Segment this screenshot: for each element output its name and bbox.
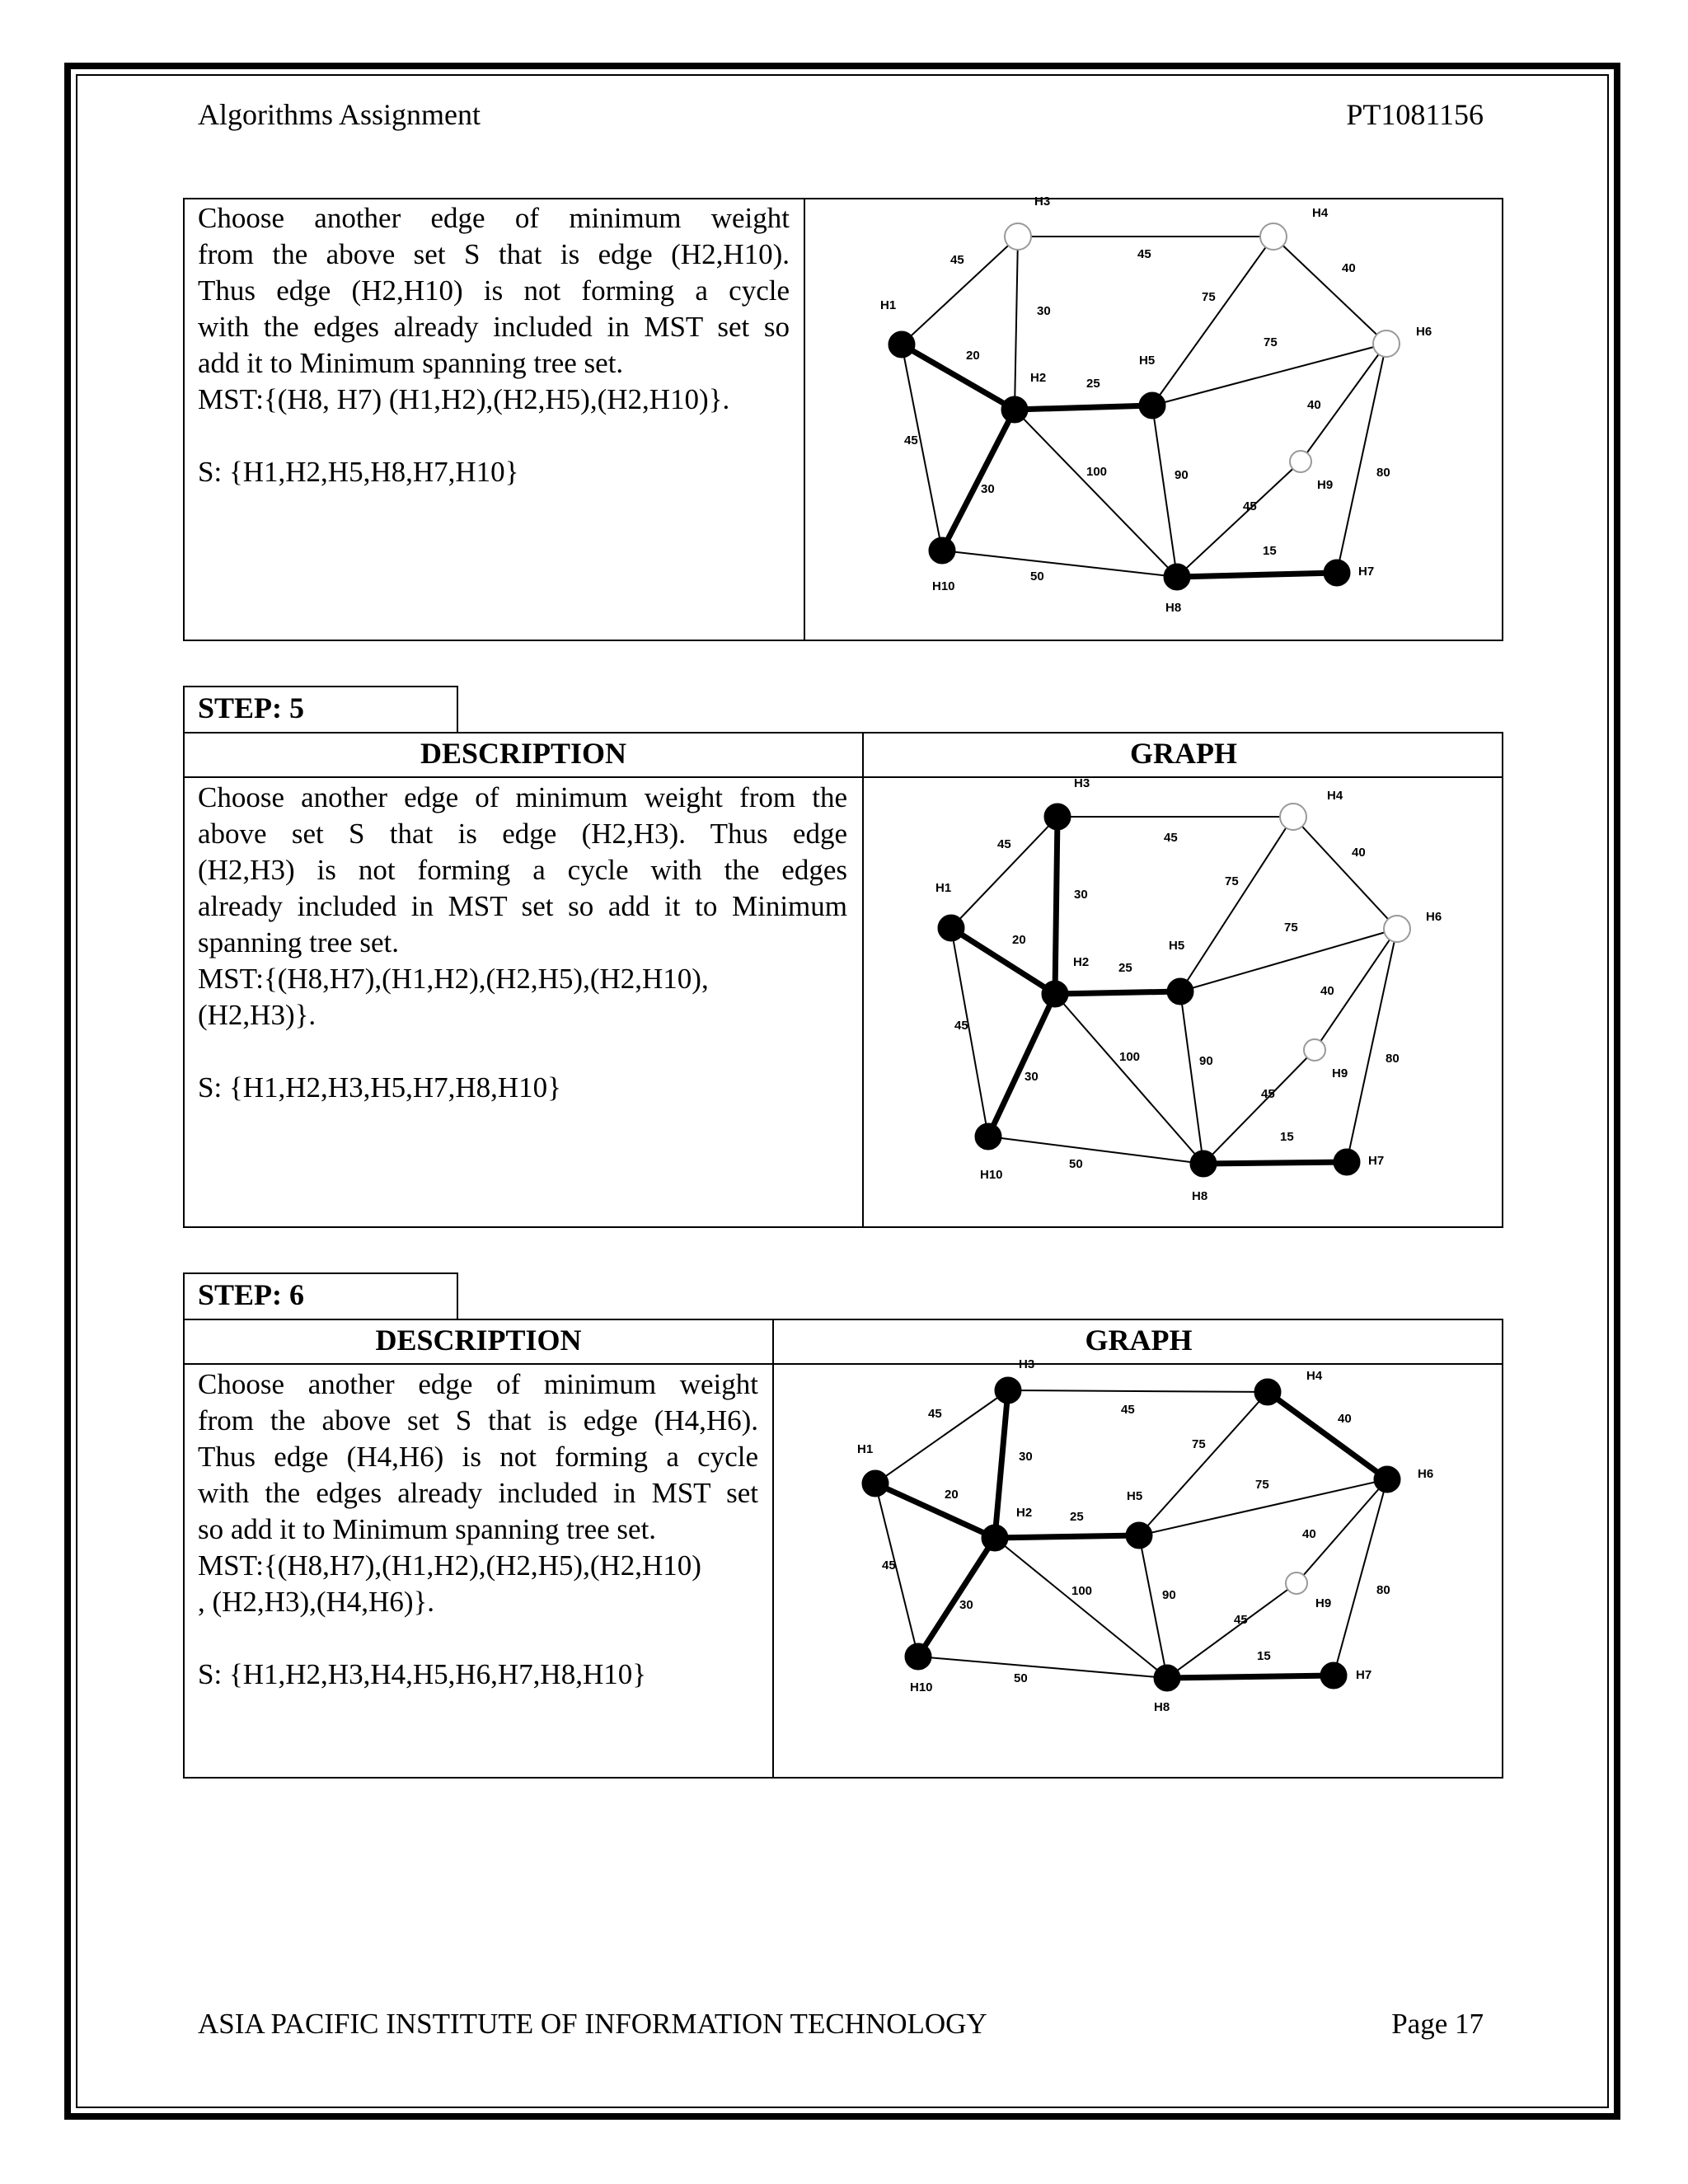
edge-h2-h5 bbox=[1015, 405, 1152, 410]
edge-h6-h7 bbox=[1347, 929, 1397, 1162]
description-line: Choose another edge of minimum weight bbox=[198, 202, 790, 234]
node-h3 bbox=[995, 1377, 1021, 1404]
node-label: H8 bbox=[1165, 601, 1182, 615]
description-line: above set S that is edge (H2,H3). Thus edge bbox=[198, 818, 847, 850]
node-label: H6 bbox=[1418, 1467, 1434, 1481]
node-label: H9 bbox=[1315, 1596, 1332, 1610]
edge-weight-label: 45 bbox=[997, 837, 1011, 851]
node-h5 bbox=[1167, 978, 1193, 1005]
node-label: H1 bbox=[857, 1442, 874, 1456]
edge-weight-label: 25 bbox=[1118, 961, 1132, 975]
edge-weight-label: 30 bbox=[1019, 1450, 1033, 1464]
description-line: add it to Minimum spanning tree set. bbox=[198, 347, 624, 379]
edge-weight-label: 50 bbox=[1069, 1157, 1083, 1171]
step5-header-divider bbox=[183, 776, 1503, 778]
edge-weight-label: 30 bbox=[1074, 888, 1088, 902]
node-h6 bbox=[1374, 1466, 1400, 1493]
s-set-text: S: {H1,H2,H5,H8,H7,H10} bbox=[198, 456, 519, 488]
edge-h8-h7 bbox=[1167, 1675, 1334, 1678]
edge-weight-label: 75 bbox=[1192, 1437, 1206, 1451]
mst-set-text: MST:{(H8,H7),(H1,H2),(H2,H5),(H2,H10), bbox=[198, 963, 709, 995]
edge-weight-label: 20 bbox=[945, 1488, 959, 1502]
edge-weight-label: 50 bbox=[1030, 569, 1044, 583]
edge-weight-label: 45 bbox=[1164, 831, 1178, 845]
step5-description-heading: DESCRIPTION bbox=[420, 737, 627, 770]
edge-h2-h3 bbox=[995, 1390, 1008, 1538]
description-line: Choose another edge of minimum weight bbox=[198, 1368, 758, 1400]
node-h2 bbox=[1001, 396, 1028, 423]
description-line: Thus edge (H2,H10) is not forming a cycle bbox=[198, 274, 790, 307]
node-h7 bbox=[1324, 560, 1350, 586]
edge-weight-label: 15 bbox=[1280, 1130, 1294, 1144]
node-label: H8 bbox=[1192, 1189, 1208, 1203]
node-label: H4 bbox=[1327, 789, 1343, 803]
edge-weight-label: 25 bbox=[1070, 1510, 1084, 1524]
edge-h2-h10 bbox=[942, 410, 1015, 551]
node-h6 bbox=[1384, 916, 1410, 942]
node-h3 bbox=[1044, 804, 1071, 830]
edge-weight-label: 90 bbox=[1199, 1054, 1213, 1068]
blank-line bbox=[198, 1033, 847, 1070]
node-label: H2 bbox=[1016, 1506, 1033, 1520]
edge-h5-h6 bbox=[1180, 929, 1397, 991]
edge-weight-label: 50 bbox=[1014, 1671, 1028, 1685]
edge-weight-label: 45 bbox=[928, 1407, 942, 1421]
edge-h3-h4 bbox=[1008, 1390, 1268, 1392]
edge-weight-label: 90 bbox=[1162, 1588, 1176, 1602]
node-label: H1 bbox=[935, 881, 952, 895]
step6-label: STEP: 6 bbox=[198, 1278, 305, 1311]
edge-weight-label: 45 bbox=[954, 1019, 968, 1033]
step5-graph-heading: GRAPH bbox=[1130, 737, 1237, 770]
description-line: from the above set S that is edge (H4,H6). bbox=[198, 1404, 758, 1436]
edge-weight-label: 30 bbox=[1037, 304, 1051, 318]
node-h3 bbox=[1005, 223, 1031, 250]
step6-graph-heading: GRAPH bbox=[1085, 1324, 1193, 1357]
node-h1 bbox=[938, 915, 964, 941]
mst-set-text: , (H2,H3),(H4,H6)}. bbox=[198, 1586, 435, 1618]
edge-weight-label: 40 bbox=[1338, 1412, 1352, 1426]
edge-weight-label: 75 bbox=[1255, 1478, 1269, 1492]
step6-column-divider bbox=[772, 1319, 774, 1779]
node-label: H9 bbox=[1317, 478, 1334, 492]
node-label: H7 bbox=[1368, 1154, 1385, 1168]
edge-weight-label: 75 bbox=[1202, 290, 1216, 304]
node-label: H3 bbox=[1074, 776, 1090, 790]
s-set-text: S: {H1,H2,H3,H5,H7,H8,H10} bbox=[198, 1071, 561, 1104]
edge-weight-label: 30 bbox=[1025, 1070, 1039, 1084]
mst-set-text: (H2,H3)}. bbox=[198, 999, 316, 1031]
blank-line bbox=[198, 1620, 758, 1657]
description-line: from the above set S that is edge (H2,H10). bbox=[198, 238, 790, 270]
edge-weight-label: 45 bbox=[882, 1558, 896, 1572]
edge-h5-h6 bbox=[1152, 344, 1386, 405]
edge-weight-label: 30 bbox=[981, 482, 995, 496]
edge-h8-h7 bbox=[1203, 1162, 1347, 1164]
edge-weight-label: 45 bbox=[950, 253, 964, 267]
step6-header-divider bbox=[183, 1363, 1503, 1365]
edge-h2-h5 bbox=[995, 1535, 1139, 1538]
edge-h2-h10 bbox=[918, 1538, 995, 1657]
node-label: H3 bbox=[1034, 194, 1051, 209]
edge-weight-label: 45 bbox=[1121, 1403, 1135, 1417]
node-h10 bbox=[975, 1123, 1001, 1150]
node-label: H6 bbox=[1416, 325, 1432, 339]
edge-h8-h9 bbox=[1203, 1050, 1315, 1164]
node-h7 bbox=[1320, 1662, 1347, 1689]
edge-h8-h7 bbox=[1177, 573, 1337, 577]
node-h10 bbox=[905, 1643, 931, 1670]
mst-set-text: MST:{(H8,H7),(H1,H2),(H2,H5),(H2,H10) bbox=[198, 1549, 701, 1582]
edge-weight-label: 45 bbox=[904, 434, 918, 448]
step6-graph bbox=[816, 1357, 1492, 1770]
node-label: H10 bbox=[932, 579, 955, 593]
node-h2 bbox=[982, 1525, 1008, 1551]
description-line: Thus edge (H4,H6) is not forming a cycle bbox=[198, 1441, 758, 1473]
edge-weight-label: 20 bbox=[966, 349, 980, 363]
edge-weight-label: 40 bbox=[1342, 261, 1356, 275]
edge-h2-h8 bbox=[995, 1538, 1167, 1678]
node-label: H10 bbox=[910, 1680, 933, 1694]
edge-weight-label: 40 bbox=[1302, 1527, 1316, 1541]
node-h10 bbox=[929, 537, 955, 564]
edge-h8-h9 bbox=[1167, 1583, 1296, 1678]
footer-page-number: Page 17 bbox=[1391, 2008, 1484, 2040]
edge-weight-label: 45 bbox=[1261, 1087, 1275, 1101]
edge-h2-h10 bbox=[988, 994, 1055, 1137]
edge-weight-label: 40 bbox=[1307, 398, 1321, 412]
footer-institute: ASIA PACIFIC INSTITUTE OF INFORMATION TECHNOLOGY bbox=[198, 2008, 987, 2040]
node-h9 bbox=[1290, 451, 1311, 472]
node-h1 bbox=[862, 1470, 889, 1497]
step5-label: STEP: 5 bbox=[198, 691, 305, 724]
edge-h10-h8 bbox=[918, 1657, 1167, 1678]
edge-weight-label: 75 bbox=[1284, 921, 1298, 935]
edge-h4-h5 bbox=[1152, 237, 1273, 405]
edge-weight-label: 90 bbox=[1175, 468, 1189, 482]
mst-set-text: MST:{(H8, H7) (H1,H2),(H2,H5),(H2,H10)}. bbox=[198, 383, 730, 415]
edge-h8-h9 bbox=[1177, 462, 1301, 577]
edge-h10-h8 bbox=[942, 551, 1177, 577]
step4-graph bbox=[824, 194, 1484, 630]
node-h8 bbox=[1154, 1665, 1180, 1691]
node-label: H5 bbox=[1169, 939, 1185, 953]
edge-h4-h6 bbox=[1273, 237, 1386, 344]
edge-weight-label: 40 bbox=[1320, 984, 1334, 998]
edge-h2-h5 bbox=[1055, 991, 1180, 994]
edge-h1-h3 bbox=[951, 817, 1057, 928]
node-label: H5 bbox=[1139, 354, 1156, 368]
node-label: H2 bbox=[1073, 955, 1090, 969]
step6-description bbox=[198, 1366, 758, 1693]
edge-h1-h2 bbox=[902, 344, 1015, 410]
node-h9 bbox=[1286, 1572, 1307, 1594]
edge-weight-label: 100 bbox=[1119, 1050, 1141, 1064]
edge-h5-h8 bbox=[1180, 991, 1203, 1164]
blank-line bbox=[198, 418, 790, 454]
s-set-text: S: {H1,H2,H3,H4,H5,H6,H7,H8,H10} bbox=[198, 1658, 647, 1690]
node-label: H2 bbox=[1030, 371, 1047, 385]
edge-h5-h8 bbox=[1152, 405, 1177, 577]
edge-h6-h7 bbox=[1334, 1479, 1387, 1675]
edge-weight-label: 15 bbox=[1263, 544, 1277, 558]
node-label: H5 bbox=[1127, 1489, 1143, 1503]
edge-h1-h2 bbox=[875, 1483, 995, 1538]
edge-weight-label: 45 bbox=[1234, 1613, 1248, 1627]
edge-h2-h8 bbox=[1015, 410, 1177, 577]
edge-weight-label: 45 bbox=[1137, 247, 1151, 261]
edge-h1-h10 bbox=[902, 344, 942, 551]
edge-weight-label: 25 bbox=[1086, 377, 1100, 391]
node-label: H10 bbox=[980, 1168, 1003, 1182]
description-line: with the edges already included in MST set bbox=[198, 1477, 758, 1509]
node-h4 bbox=[1254, 1379, 1281, 1405]
node-label: H7 bbox=[1358, 565, 1375, 579]
node-label: H4 bbox=[1306, 1369, 1323, 1383]
node-h4 bbox=[1280, 804, 1306, 830]
edge-h4-h6 bbox=[1268, 1392, 1387, 1479]
node-h8 bbox=[1190, 1151, 1217, 1177]
description-line: (H2,H3) is not forming a cycle with the edges bbox=[198, 854, 847, 886]
edge-weight-label: 45 bbox=[1243, 499, 1257, 513]
description-line: spanning tree set. bbox=[198, 926, 399, 958]
header-title: Algorithms Assignment bbox=[198, 98, 481, 131]
node-h8 bbox=[1164, 564, 1190, 590]
header-student-id: PT1081156 bbox=[1346, 98, 1484, 131]
edge-weight-label: 20 bbox=[1012, 933, 1026, 947]
edge-weight-label: 80 bbox=[1376, 1583, 1390, 1597]
node-h1 bbox=[889, 331, 915, 358]
description-line: Choose another edge of minimum weight from the bbox=[198, 781, 847, 813]
edge-h10-h8 bbox=[988, 1137, 1203, 1164]
step6-description-heading: DESCRIPTION bbox=[375, 1324, 582, 1357]
edge-weight-label: 15 bbox=[1257, 1649, 1271, 1663]
step5-graph bbox=[874, 776, 1500, 1216]
node-h5 bbox=[1126, 1522, 1152, 1549]
node-label: H4 bbox=[1312, 206, 1329, 220]
description-line: already included in MST set so add it to Minimum bbox=[198, 890, 847, 922]
step4-column-divider bbox=[804, 198, 805, 641]
description-line: so add it to Minimum spanning tree set. bbox=[198, 1513, 657, 1545]
node-h7 bbox=[1334, 1149, 1360, 1175]
edge-weight-label: 40 bbox=[1352, 846, 1366, 860]
node-label: H8 bbox=[1154, 1700, 1170, 1714]
edge-h1-h3 bbox=[875, 1390, 1008, 1483]
edge-weight-label: 100 bbox=[1086, 465, 1108, 479]
edge-weight-label: 80 bbox=[1386, 1052, 1400, 1066]
node-h6 bbox=[1373, 330, 1400, 357]
node-h4 bbox=[1260, 223, 1287, 250]
edge-weight-label: 75 bbox=[1264, 335, 1278, 349]
description-line: with the edges already included in MST set so bbox=[198, 311, 790, 343]
step4-description bbox=[198, 200, 790, 490]
node-label: H7 bbox=[1356, 1668, 1372, 1682]
node-h5 bbox=[1139, 392, 1165, 419]
node-h2 bbox=[1042, 981, 1068, 1007]
edge-h5-h8 bbox=[1139, 1535, 1167, 1678]
node-label: H9 bbox=[1332, 1066, 1348, 1080]
edge-h2-h3 bbox=[1055, 817, 1057, 994]
edge-h2-h8 bbox=[1055, 994, 1203, 1164]
edge-h4-h5 bbox=[1180, 817, 1293, 991]
node-label: H6 bbox=[1426, 910, 1442, 924]
node-h9 bbox=[1304, 1039, 1325, 1061]
edge-weight-label: 75 bbox=[1225, 874, 1239, 888]
edge-weight-label: 30 bbox=[959, 1598, 973, 1612]
edge-h1-h2 bbox=[951, 928, 1055, 994]
step5-description bbox=[198, 780, 847, 1106]
edge-weight-label: 80 bbox=[1376, 466, 1390, 480]
edge-weight-label: 100 bbox=[1071, 1584, 1093, 1598]
edge-h4-h5 bbox=[1139, 1392, 1268, 1535]
edge-h2-h3 bbox=[1015, 237, 1018, 410]
step5-column-divider bbox=[862, 732, 864, 1228]
edge-h4-h6 bbox=[1293, 817, 1397, 929]
node-label: H3 bbox=[1019, 1357, 1035, 1371]
node-label: H1 bbox=[880, 298, 897, 312]
